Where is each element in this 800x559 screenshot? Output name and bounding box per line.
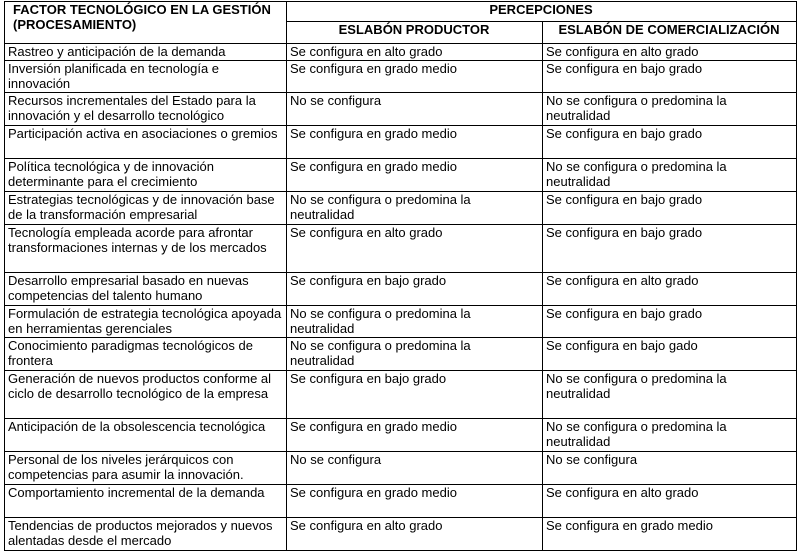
table-row [5, 126, 797, 159]
factor-cell: Rastreo y anticipación de la demanda [5, 44, 287, 61]
table-row [5, 44, 797, 61]
producer-cell: No se configura o predomina la neutralidad [287, 338, 543, 371]
commerce-cell: Se configura en bajo grado [543, 225, 797, 273]
table-row [5, 225, 797, 273]
commerce-cell: Se configura en bajo gado [543, 338, 797, 371]
header-commerce: ESLABÓN DE COMERCIALIZACIÓN [543, 22, 797, 44]
table-row [5, 159, 797, 192]
header-producer: ESLABÓN PRODUCTOR [287, 22, 543, 44]
factor-cell: Conocimiento paradigmas tecnológicos de frontera [5, 338, 287, 371]
producer-cell: Se configura en grado medio [287, 126, 543, 159]
table-row [5, 192, 797, 225]
producer-cell: No se configura o predomina la neutralidad [287, 306, 543, 338]
commerce-cell: No se configura o predomina la neutralidad [543, 419, 797, 452]
commerce-cell: No se configura [543, 452, 797, 485]
table-row [5, 93, 797, 126]
producer-cell: Se configura en bajo grado [287, 371, 543, 419]
factor-cell: Personal de los niveles jerárquicos con competencias para asumir la innovación. [5, 452, 287, 485]
producer-cell: Se configura en bajo grado [287, 273, 543, 306]
producer-cell: Se configura en grado medio [287, 485, 543, 518]
factor-cell: Recursos incrementales del Estado para la innovación y el desarrollo tecnológico [5, 93, 287, 126]
producer-cell: Se configura en grado medio [287, 61, 543, 93]
factor-cell: Desarrollo empresarial basado en nuevas competencias del talento humano [5, 273, 287, 306]
table-row [5, 371, 797, 419]
table-row [5, 306, 797, 338]
commerce-cell: No se configura o predomina la neutralidad [543, 93, 797, 126]
table-row [5, 273, 797, 306]
factor-cell: Inversión planificada en tecnología e innovación [5, 61, 287, 93]
commerce-cell: Se configura en alto grado [543, 273, 797, 306]
factor-cell: Formulación de estrategia tecnológica apoyada en herramientas gerenciales [5, 306, 287, 338]
factor-cell: Comportamiento incremental de la demanda [5, 485, 287, 518]
factor-cell: Participación activa en asociaciones o gremios [5, 126, 287, 159]
producer-cell: No se configura [287, 93, 543, 126]
producer-cell: Se configura en grado medio [287, 159, 543, 192]
commerce-cell: Se configura en alto grado [543, 44, 797, 61]
factor-cell: Tecnología empleada acorde para afrontar transformaciones internas y de los mercados [5, 225, 287, 273]
commerce-cell: Se configura en bajo grado [543, 306, 797, 338]
factor-cell: Tendencias de productos mejorados y nuevos alentadas desde el mercado [5, 518, 287, 551]
commerce-cell: Se configura en grado medio [543, 518, 797, 551]
table-row [5, 452, 797, 485]
table-row [5, 338, 797, 371]
header-perceptions: PERCEPCIONES [287, 2, 797, 22]
producer-cell: Se configura en alto grado [287, 225, 543, 273]
commerce-cell: No se configura o predomina la neutralidad [543, 371, 797, 419]
table-row [5, 485, 797, 518]
factor-cell: Estrategias tecnológicas y de innovación base de la transformación empresarial [5, 192, 287, 225]
table-row [5, 419, 797, 452]
table-row [5, 518, 797, 551]
producer-cell: Se configura en alto grado [287, 44, 543, 61]
factor-cell: Anticipación de la obsolescencia tecnológica [5, 419, 287, 452]
producer-cell: Se configura en alto grado [287, 518, 543, 551]
commerce-cell: No se configura o predomina la neutralidad [543, 159, 797, 192]
commerce-cell: Se configura en bajo grado [543, 61, 797, 93]
factor-cell: Generación de nuevos productos conforme al ciclo de desarrollo tecnológico de la empresa [5, 371, 287, 419]
header-factor: FACTOR TECNOLÓGICO EN LA GESTIÓN (PROCESAMIENTO) [5, 2, 287, 44]
producer-cell: No se configura o predomina la neutralidad [287, 192, 543, 225]
producer-cell: No se configura [287, 452, 543, 485]
commerce-cell: Se configura en bajo grado [543, 126, 797, 159]
perceptions-table [4, 1, 797, 551]
commerce-cell: Se configura en bajo grado [543, 192, 797, 225]
table-row [5, 61, 797, 93]
factor-cell: Política tecnológica y de innovación determinante para el crecimiento [5, 159, 287, 192]
commerce-cell: Se configura en alto grado [543, 485, 797, 518]
producer-cell: Se configura en grado medio [287, 419, 543, 452]
